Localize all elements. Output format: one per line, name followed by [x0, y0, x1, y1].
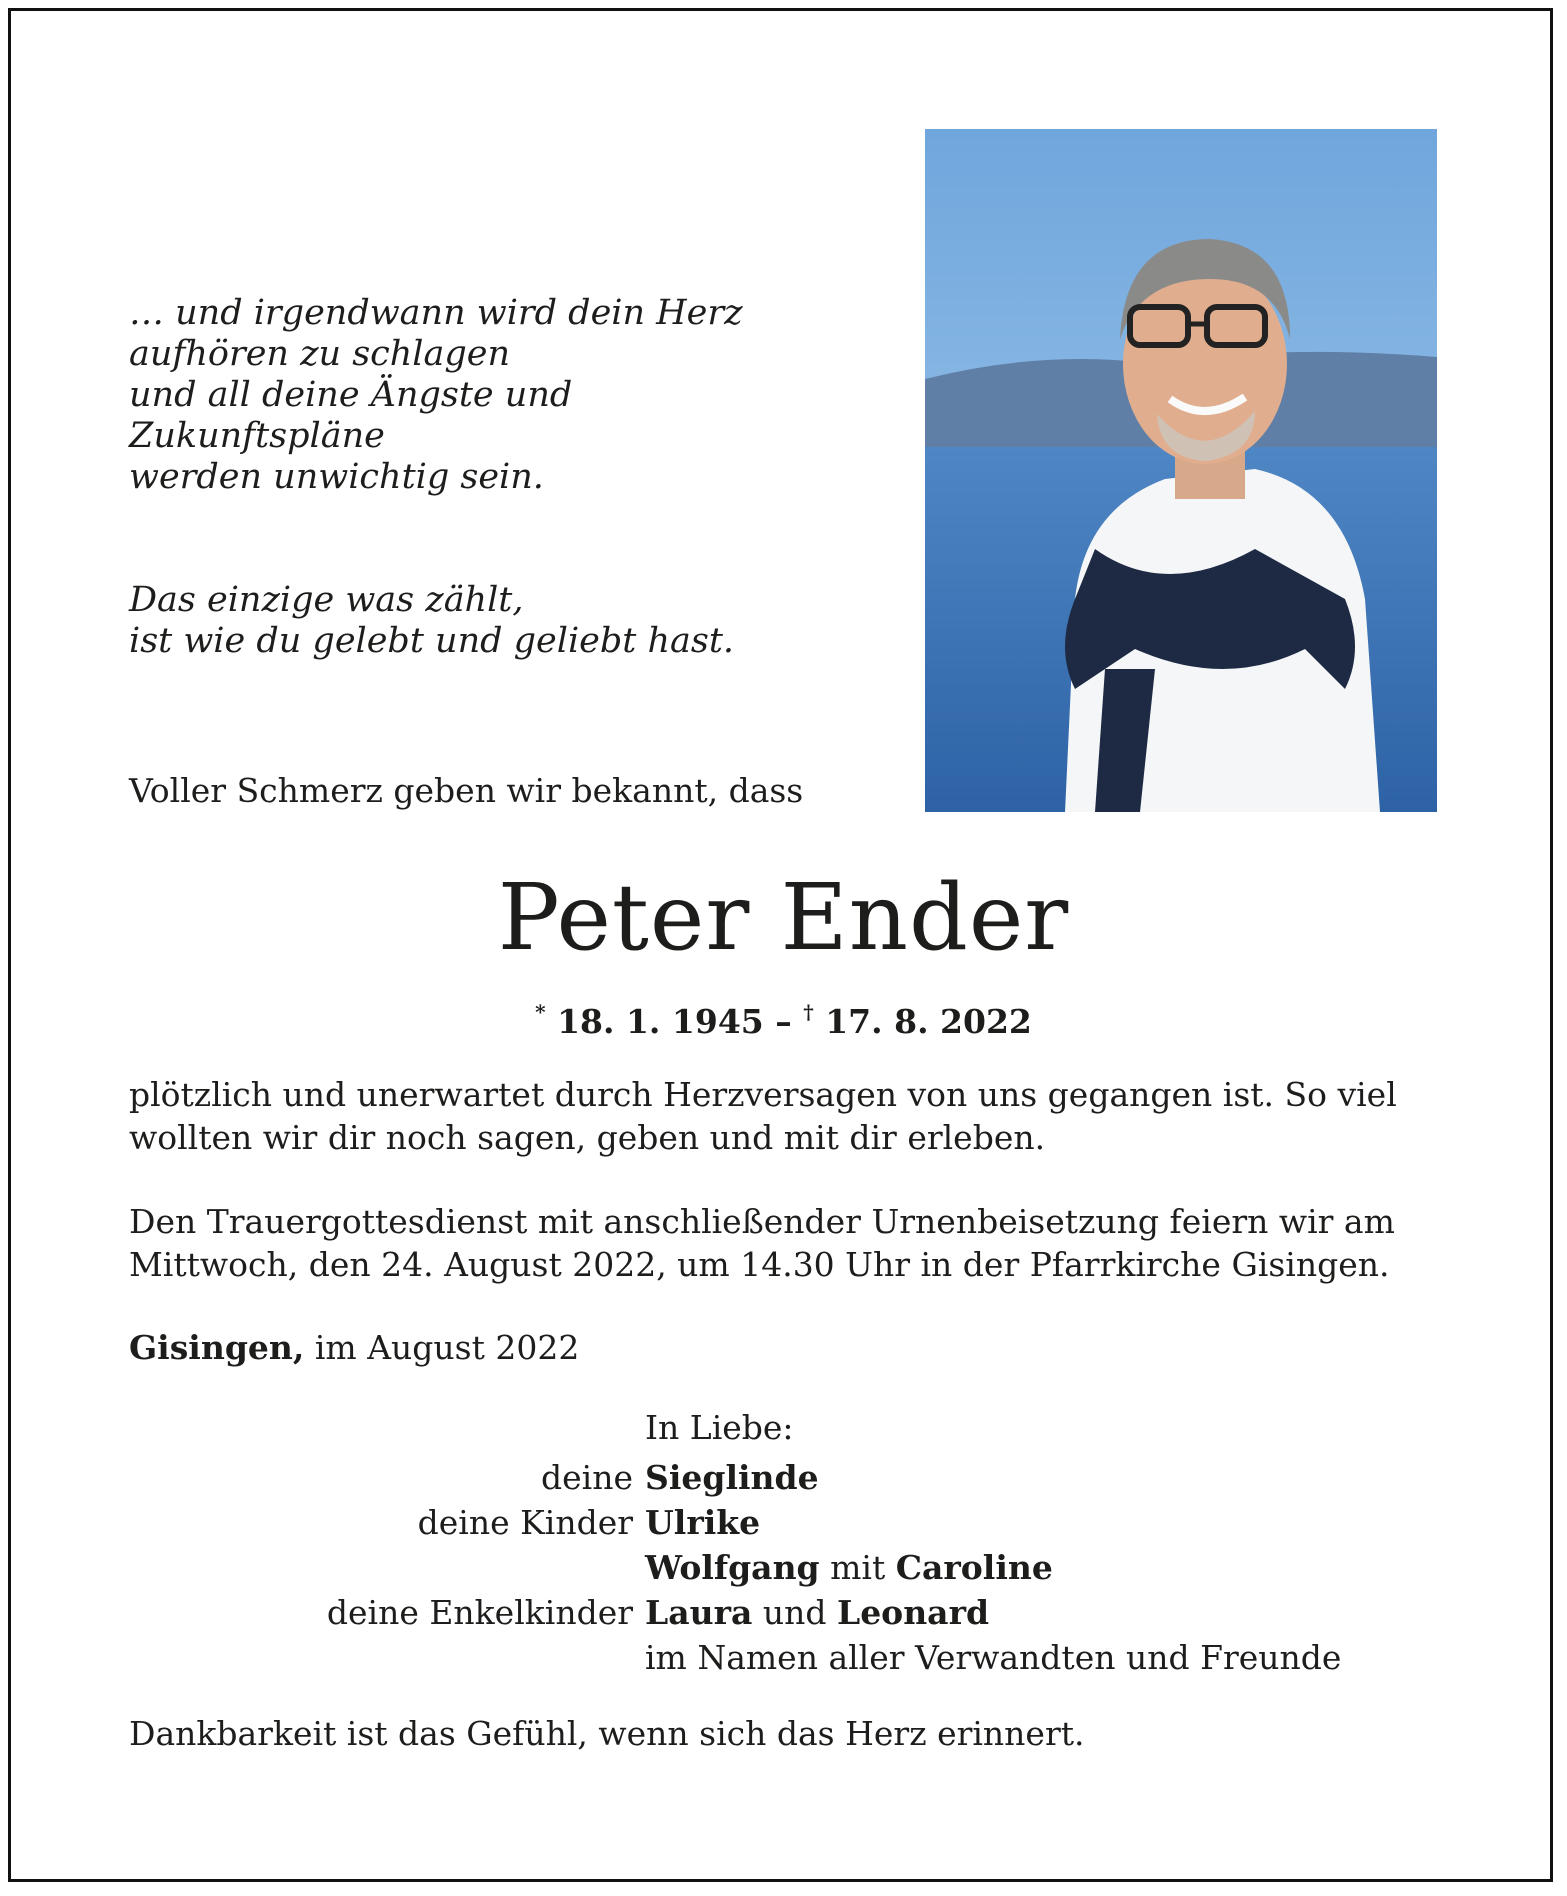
date-separator: –	[763, 1002, 804, 1041]
mourner-name: Wolfgang	[645, 1548, 820, 1587]
mourner-names	[645, 1455, 819, 1500]
intro-line: Voller Schmerz geben wir bekannt, dass	[129, 771, 804, 810]
mourner-name: Leonard	[836, 1593, 990, 1632]
mourner-row	[0, 1590, 1567, 1635]
mourner-relation: deine Kinder	[417, 1503, 633, 1542]
poem-stanza-2: Das einzige was zählt, ist wie du gelebt und geliebt hast.	[129, 580, 735, 661]
birth-symbol: *	[535, 1000, 546, 1024]
mourner-connector: mit	[819, 1548, 896, 1587]
mourner-row	[0, 1500, 1567, 1545]
poem-quote	[129, 252, 779, 744]
in-love-heading: In Liebe:	[645, 1408, 794, 1447]
deceased-name: Peter Ender	[497, 864, 1070, 971]
birth-date: 18. 1. 1945	[557, 1002, 764, 1041]
mourner-names	[645, 1635, 1341, 1680]
mourner-names	[645, 1545, 1053, 1590]
mourner-row	[0, 1635, 1567, 1680]
death-date: 17. 8. 2022	[825, 1002, 1032, 1041]
mourner-connector: im Namen aller Verwandten und Freunde	[645, 1638, 1342, 1677]
mourner-name: Caroline	[895, 1548, 1053, 1587]
mourner-name: Sieglinde	[645, 1458, 819, 1497]
mourner-connector: und	[752, 1593, 837, 1632]
poem-stanza-1: … und irgendwann wird dein Herz aufhören zu schlagen und all deine Ängste und Zukunftspläne werden unwichtig sein.	[129, 293, 743, 497]
announcement-paragraph: plötzlich und unerwartet durch Herzversagen von uns gegangen ist. So viel wollten wir dir noch sagen, geben und mit dir erleben.	[129, 1075, 1397, 1157]
life-dates	[0, 992, 1567, 1042]
mourner-row	[0, 1455, 1567, 1500]
mourner-relation: deine Enkelkinder	[326, 1593, 633, 1632]
place-date: im August 2022	[304, 1328, 580, 1367]
place-town: Gisingen,	[129, 1328, 305, 1367]
place-and-date	[129, 1328, 579, 1368]
mourner-names	[645, 1500, 760, 1545]
closing-line: Dankbarkeit ist das Gefühl, wenn sich das Herz erinnert.	[129, 1714, 1085, 1753]
mourner-name: Ulrike	[645, 1503, 761, 1542]
funeral-service-paragraph: Den Trauergottesdienst mit anschließender Urnenbeisetzung feiern wir am Mittwoch, den 24. August 2022, um 14.30 Uhr in der Pfarrkirche Gisingen.	[129, 1202, 1395, 1284]
mourner-relation: deine	[541, 1458, 633, 1497]
portrait-photo	[925, 129, 1437, 812]
mourner-row	[0, 1545, 1567, 1590]
mourner-names	[645, 1590, 989, 1635]
death-symbol: †	[803, 1000, 814, 1024]
mourners-list	[0, 1455, 1567, 1680]
mourner-name: Laura	[645, 1593, 753, 1632]
